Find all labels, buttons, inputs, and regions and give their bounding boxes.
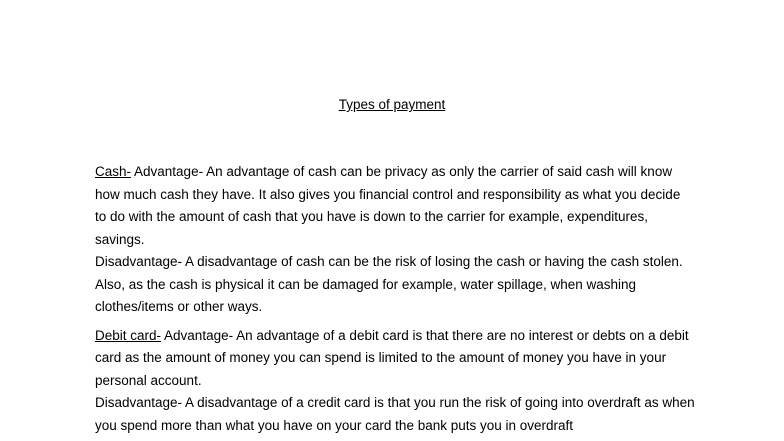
cash-heading: Cash- [95,164,132,179]
document-title: Types of payment [338,97,446,112]
cash-advantage-paragraph [95,161,695,251]
debit-disadvantage-paragraph: Disadvantage- A disadvantage of a credit card is that you run the risk of going into overdraft as when you spend more than what you have on your card the bank puts you in overdraft [95,395,695,433]
debit-advantage-text: Advantage- An advantage of a debit card is that there are no interest or debts on a debit card as the amount of money you can spend is limited to the amount of money you have in your personal account. [95,327,689,388]
document-body [95,161,695,437]
cash-advantage-text: Advantage- An advantage of cash can be privacy as only the carrier of said cash will know how much cash they have. It also gives you financial control and responsibility as what you decide to do with the amount of cash that you have is down to the carrier for example, expenditures, savings. [95,164,681,247]
debit-card-heading: Debit card- [95,327,162,343]
debit-advantage-paragraph [95,325,695,393]
cash-disadvantage-paragraph: Disadvantage- A disadvantage of cash can be the risk of losing the cash or having the cash stolen. Also, as the cash is physical it can be damaged for example, water spillage, when washing clothes/items or other ways. [95,254,683,314]
